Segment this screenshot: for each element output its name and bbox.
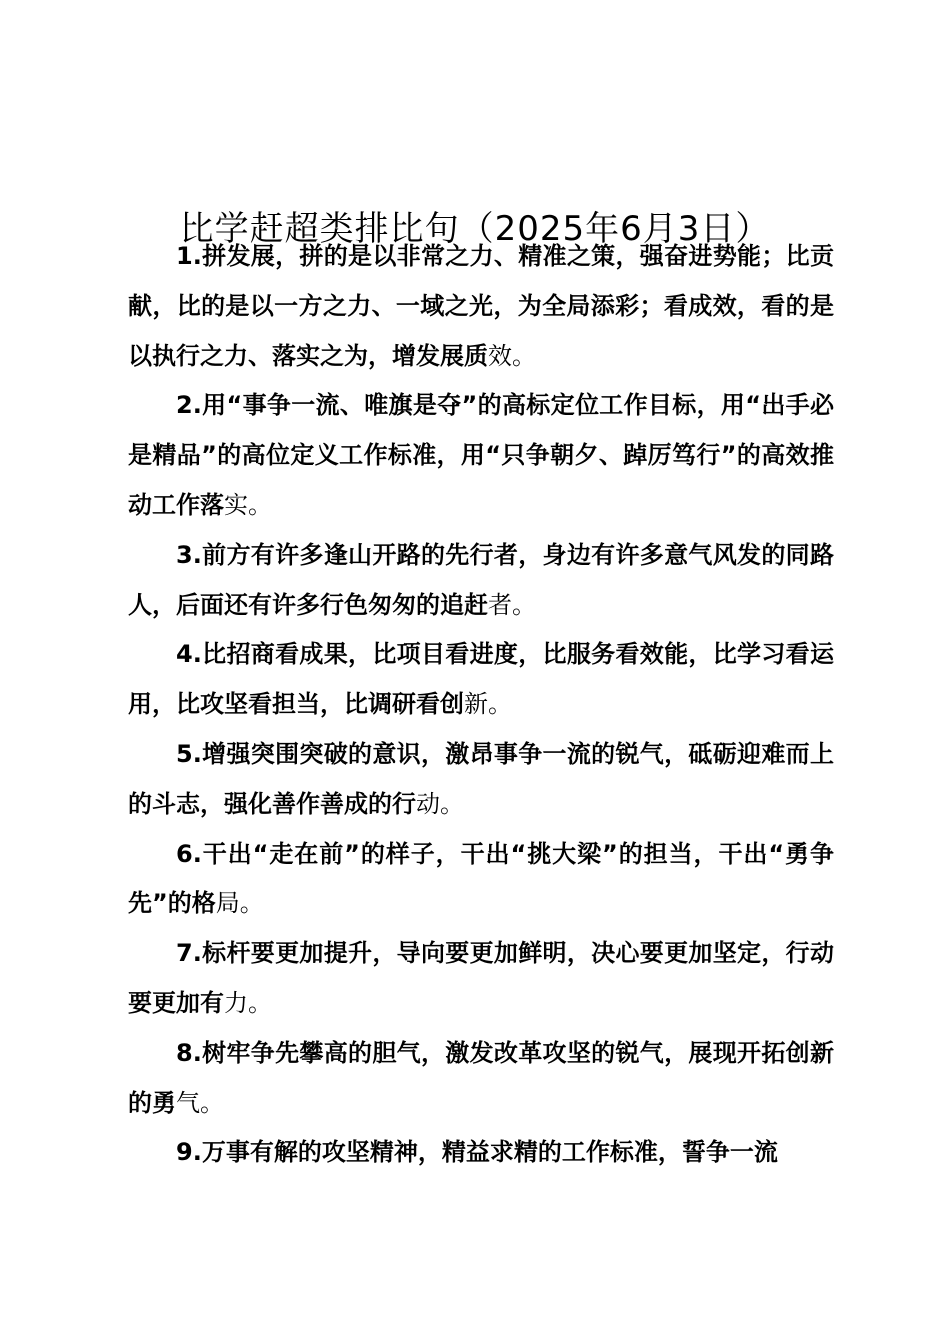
paragraph-6	[128, 830, 834, 930]
paragraph-8-tail-text: 气。	[176, 1088, 224, 1117]
paragraph-2-bold-text: 2.用“事争一流、唯旗是夺”的高标定位工作目标，用“出手必是精品”的高位定义工作标准，用“只争朝夕、踔厉笃行”的高效推动工作落	[128, 391, 834, 519]
paragraph-4-bold-text: 4.比招商看成果，比项目看进度，比服务看效能，比学习看运用，比攻坚看担当，比调研看创	[128, 640, 834, 719]
paragraph-3	[128, 531, 834, 631]
paragraph-8	[128, 1029, 834, 1129]
paragraph-6-tail-text: 局。	[215, 889, 264, 918]
paragraph-6-bold-text: 6.干出“走在前”的样子，干出“挑大梁”的担当，干出“勇争先”的格	[128, 839, 834, 918]
paragraph-3-bold-text: 3.前方有许多逢山开路的先行者，身边有许多意气风发的同路人，后面还有许多行色匆匆的追赶	[128, 540, 834, 619]
paragraph-4	[128, 630, 834, 730]
paragraph-9-bold-text: 9.万事有解的攻坚精神，精益求精的工作标准，誓争一流	[176, 1138, 778, 1167]
paragraph-7-tail-text: 力。	[224, 988, 272, 1017]
paragraph-1-tail-text: 效。	[488, 341, 536, 370]
paragraph-3-tail-text: 者。	[488, 590, 536, 619]
paragraph-5-tail-text: 动。	[416, 789, 464, 818]
paragraph-5-bold-text: 5.增强突围突破的意识，激昂事争一流的锐气，砥砺迎难而上的斗志，强化善作善成的行	[128, 739, 834, 818]
paragraph-2-tail-text: 实。	[224, 490, 272, 519]
paragraph-8-bold-text: 8.树牢争先攀高的胆气，激发改革攻坚的锐气，展现开拓创新的勇	[128, 1038, 834, 1117]
paragraph-2	[128, 381, 834, 530]
paragraph-9	[128, 1128, 834, 1178]
document-title: 比学赶超类排比句（2025年6月3日）	[179, 208, 771, 249]
paragraph-1-bold-text: 1.拼发展，拼的是以非常之力、精准之策，强奋进势能；比贡献，比的是以一方之力、一域之光，为全局添彩；看成效，看的是以执行之力、落实之为，增发展质	[128, 242, 834, 370]
document-body	[128, 232, 834, 1178]
paragraph-5	[128, 730, 834, 830]
paragraph-7-bold-text: 7.标杆要更加提升，导向要更加鲜明，决心要更加坚定，行动要更加有	[128, 939, 834, 1017]
paragraph-7	[128, 929, 834, 1029]
paragraph-1	[128, 232, 834, 381]
paragraph-4-tail-text: 新。	[464, 690, 512, 719]
